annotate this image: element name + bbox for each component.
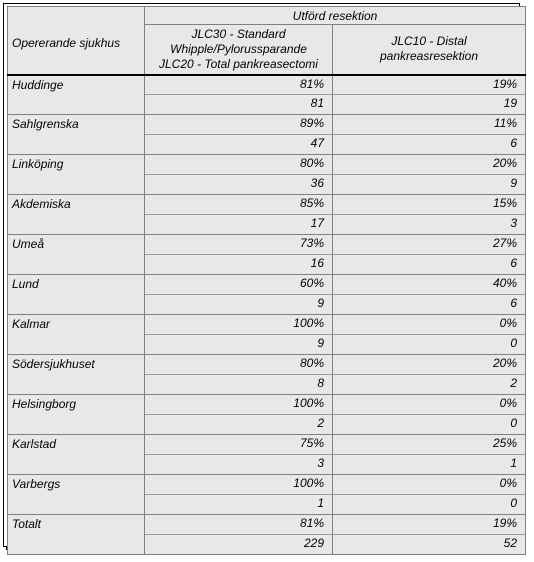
pct-distal: 20% (333, 355, 526, 375)
hospital-name: Varbergs (8, 475, 145, 515)
table-row (8, 435, 526, 455)
count-distal: 1 (333, 455, 526, 475)
count-distal: 0 (333, 335, 526, 355)
count-distal: 3 (333, 215, 526, 235)
count-distal: 2 (333, 375, 526, 395)
table-row (8, 195, 526, 215)
table-row (8, 315, 526, 335)
table-frame (3, 3, 520, 550)
pct-distal: 19% (333, 75, 526, 95)
count-whipple: 36 (145, 175, 333, 195)
count-distal: 19 (333, 95, 526, 115)
pct-distal: 0% (333, 315, 526, 335)
pct-distal: 19% (333, 515, 526, 535)
resection-table (7, 6, 526, 555)
count-distal: 6 (333, 295, 526, 315)
table-row (8, 75, 526, 95)
header-spacer (8, 7, 145, 25)
count-distal: 6 (333, 255, 526, 275)
count-whipple: 229 (145, 535, 333, 555)
hospital-name: Akdemiska (8, 195, 145, 235)
table-row (8, 155, 526, 175)
count-whipple: 81 (145, 95, 333, 115)
hospital-name: Sahlgrenska (8, 115, 145, 155)
header-col-distal-line1: JLC10 - Distal (391, 34, 467, 49)
count-distal: 0 (333, 415, 526, 435)
count-whipple: 2 (145, 415, 333, 435)
pct-distal: 40% (333, 275, 526, 295)
hospital-name: Kalmar (8, 315, 145, 355)
count-distal: 0 (333, 495, 526, 515)
count-whipple: 17 (145, 215, 333, 235)
count-whipple: 9 (145, 295, 333, 315)
table-row (8, 355, 526, 375)
pct-distal: 0% (333, 475, 526, 495)
pct-whipple: 100% (145, 395, 333, 415)
pct-whipple: 81% (145, 515, 333, 535)
count-distal: 52 (333, 535, 526, 555)
pct-distal: 27% (333, 235, 526, 255)
table-body (8, 75, 526, 555)
table-row (8, 275, 526, 295)
pct-whipple: 89% (145, 115, 333, 135)
hospital-name: Huddinge (8, 75, 145, 115)
table-row (8, 115, 526, 135)
count-distal: 9 (333, 175, 526, 195)
hospital-name: Helsingborg (8, 395, 145, 435)
pct-whipple: 100% (145, 475, 333, 495)
count-distal: 6 (333, 135, 526, 155)
pct-whipple: 85% (145, 195, 333, 215)
count-whipple: 8 (145, 375, 333, 395)
pct-whipple: 80% (145, 355, 333, 375)
header-col-distal-line2: pankreasresektion (379, 49, 479, 64)
header-col-distal (333, 25, 526, 75)
pct-distal: 25% (333, 435, 526, 455)
table-row (8, 235, 526, 255)
pct-distal: 0% (333, 395, 526, 415)
hospital-name: Södersjukhuset (8, 355, 145, 395)
count-whipple: 9 (145, 335, 333, 355)
header-col-whipple-line3: JLC20 - Total pankreasectomi (159, 56, 318, 71)
header-col-whipple-line2: Whipple/Pylorussparande (170, 41, 307, 56)
hospital-name: Lund (8, 275, 145, 315)
table-row (8, 395, 526, 415)
hospital-name: Karlstad (8, 435, 145, 475)
pct-distal: 20% (333, 155, 526, 175)
count-whipple: 47 (145, 135, 333, 155)
pct-distal: 15% (333, 195, 526, 215)
header-hospital: Opererande sjukhus (8, 25, 145, 75)
count-whipple: 3 (145, 455, 333, 475)
count-whipple: 1 (145, 495, 333, 515)
hospital-name: Umeå (8, 235, 145, 275)
pct-distal: 11% (333, 115, 526, 135)
pct-whipple: 80% (145, 155, 333, 175)
pct-whipple: 73% (145, 235, 333, 255)
table-row (8, 475, 526, 495)
hospital-name: Linköping (8, 155, 145, 195)
pct-whipple: 75% (145, 435, 333, 455)
count-whipple: 16 (145, 255, 333, 275)
header-col-whipple-line1: JLC30 - Standard (191, 26, 286, 41)
pct-whipple: 60% (145, 275, 333, 295)
table-row (8, 515, 526, 535)
header-col-whipple (145, 25, 333, 75)
pct-whipple: 100% (145, 315, 333, 335)
header-group-label: Utförd resektion (145, 7, 526, 25)
hospital-name: Totalt (8, 515, 145, 555)
pct-whipple: 81% (145, 75, 333, 95)
